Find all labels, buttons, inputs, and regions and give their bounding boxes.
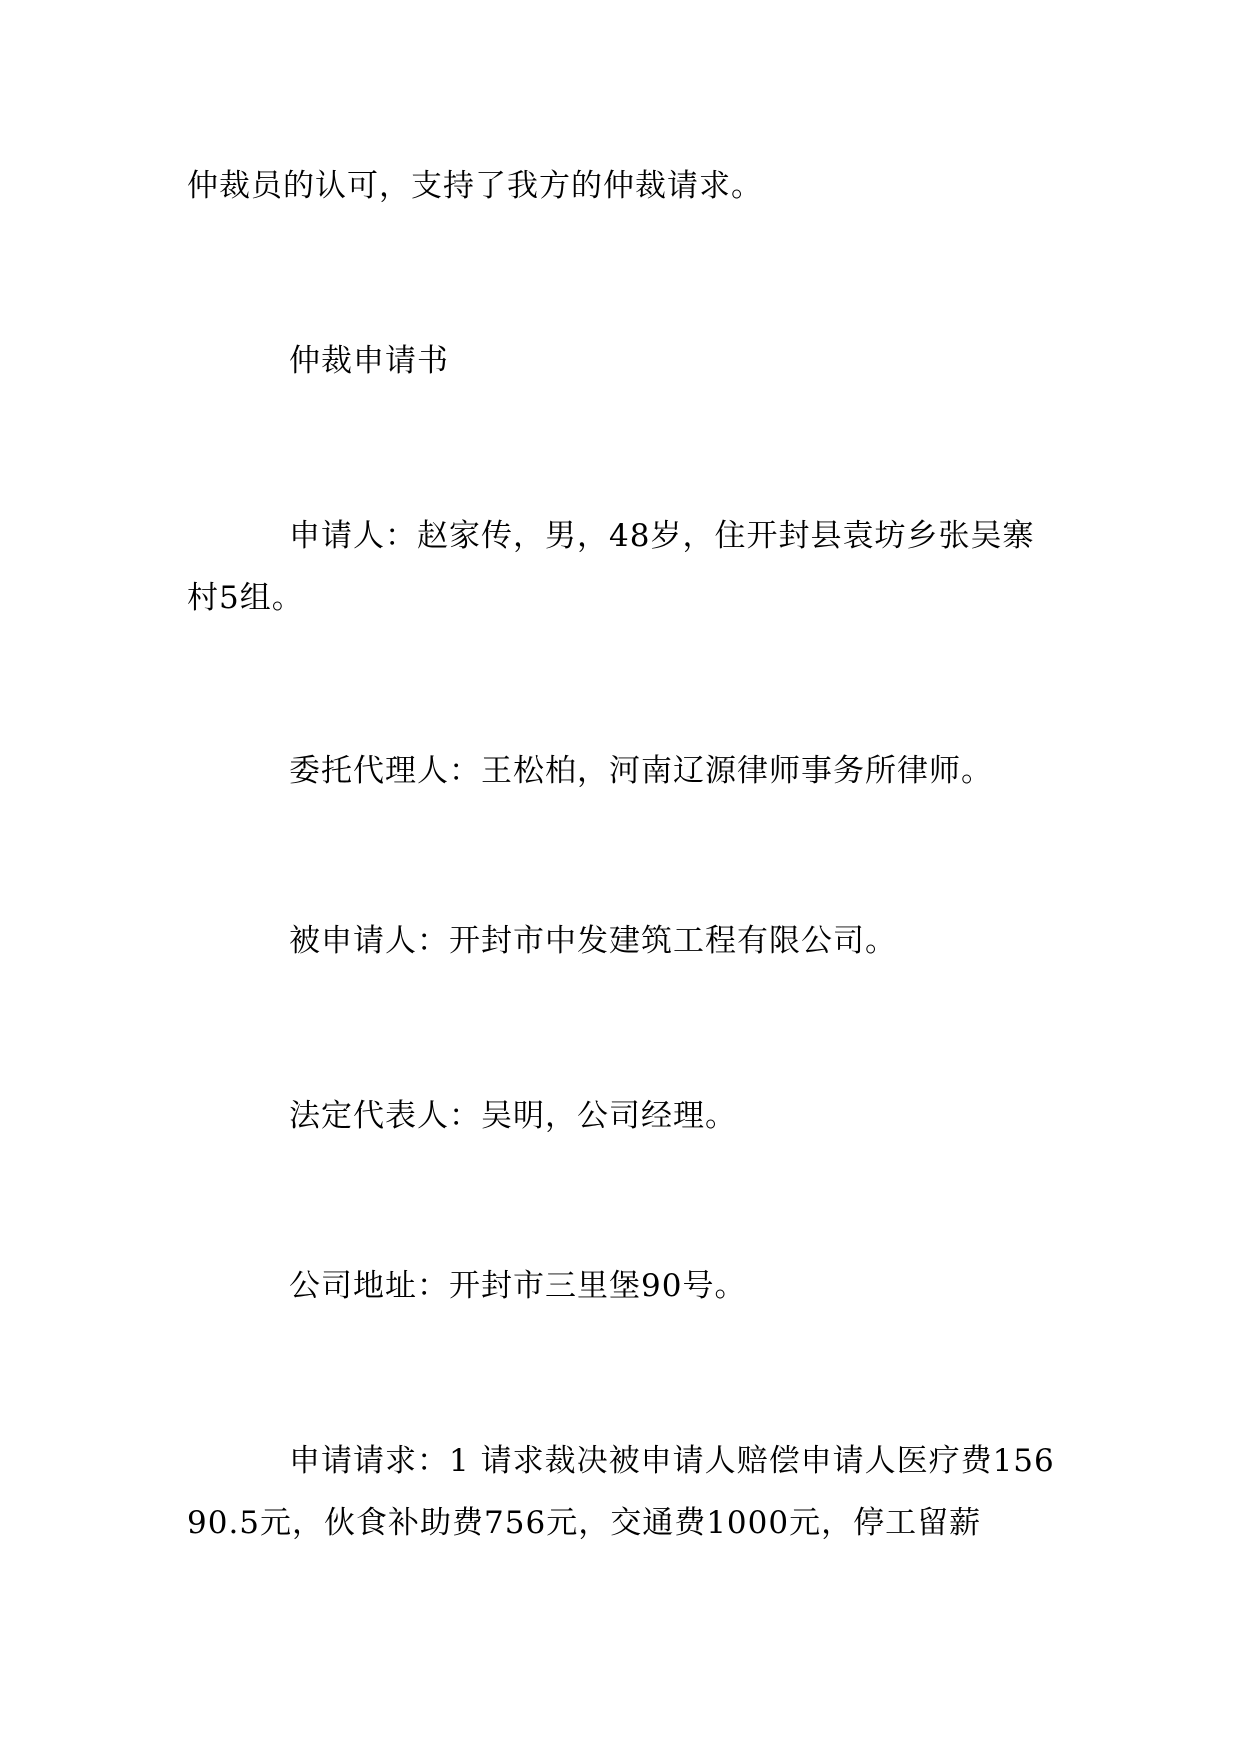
paragraph-claims: 申请请求：1 请求裁决被申请人赔偿申请人医疗费15690.5元，伙食补助费756元，交通费1000元，停工留薪 (187, 1443, 1055, 1541)
paragraph-company-address: 公司地址：开封市三里堡90号。 (289, 1268, 747, 1304)
paragraph-agent: 委托代理人：王松柏，河南辽源律师事务所律师。 (289, 753, 993, 789)
paragraph-respondent: 被申请人：开封市中发建筑工程有限公司。 (289, 923, 897, 959)
paragraph-arbitrator-approval: 仲裁员的认可，支持了我方的仲裁请求。 (187, 168, 763, 204)
paragraph-legal-representative: 法定代表人：吴明，公司经理。 (289, 1098, 737, 1134)
document-title: 仲裁申请书 (289, 343, 449, 379)
paragraph-applicant: 申请人：赵家传，男，48岁，住开封县袁坊乡张吴寨村5组。 (187, 518, 1035, 616)
